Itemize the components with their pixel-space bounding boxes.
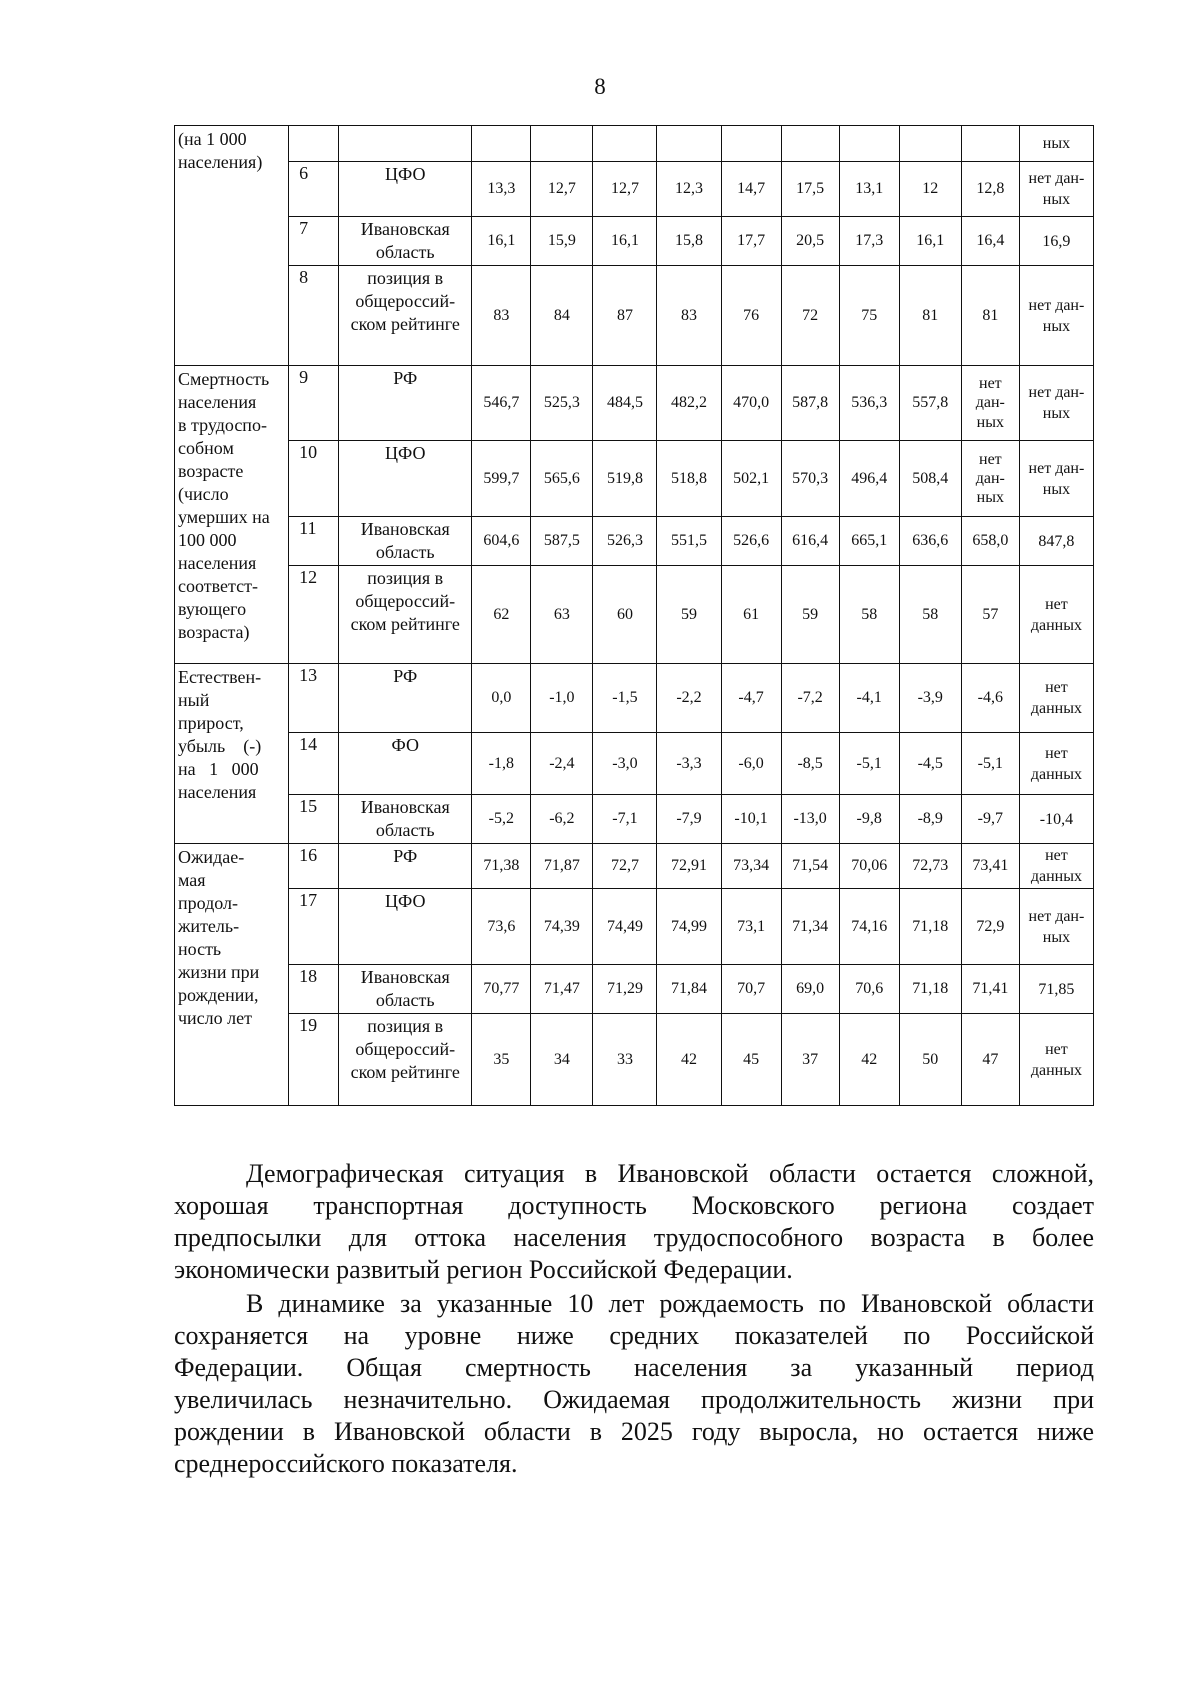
- indicator-line: прирост,: [178, 713, 244, 733]
- value-cell: 12,7: [531, 162, 593, 217]
- value-cell: 519,8: [593, 441, 657, 517]
- paragraph-line: хорошая транспортная доступность Московского региона создает: [174, 1191, 1094, 1220]
- indicator-line: житель-: [178, 916, 240, 936]
- value-cell: -1,8: [472, 733, 531, 795]
- value-cell: -5,1: [839, 733, 899, 795]
- last-value-cell: ных: [1019, 126, 1093, 162]
- last-value-cell: нет данных: [1019, 664, 1093, 733]
- value-cell: 502,1: [721, 441, 781, 517]
- value-cell: 50: [899, 1014, 961, 1106]
- value-cell: 72,73: [899, 844, 961, 889]
- indicator-line: рождении,: [178, 985, 259, 1005]
- value-cell: 45: [721, 1014, 781, 1106]
- value-cell: 526,3: [593, 517, 657, 566]
- table-row: [175, 162, 1094, 217]
- last-value-cell: нет данных: [1019, 844, 1093, 889]
- last-value-cell: -10,4: [1019, 795, 1093, 844]
- value-cell: 84: [531, 266, 593, 366]
- value-cell: 16,1: [899, 217, 961, 266]
- value-cell: -9,7: [961, 795, 1019, 844]
- row-number-cell: 13: [289, 664, 339, 733]
- value-cell: 71,47: [531, 965, 593, 1014]
- value-cell: -3,0: [593, 733, 657, 795]
- last-value-cell: 71,85: [1019, 965, 1093, 1014]
- indicator-line: возраста): [178, 622, 250, 642]
- row-number-cell: [289, 126, 339, 162]
- value-cell: -2,4: [531, 733, 593, 795]
- value-cell: [657, 126, 721, 162]
- value-cell: 72,9: [961, 889, 1019, 965]
- row-number-cell: 11: [289, 517, 339, 566]
- indicator-line: (число: [178, 484, 229, 504]
- value-cell: 12: [899, 162, 961, 217]
- territory-cell: Ивановская область: [339, 795, 472, 844]
- value-cell: 70,77: [472, 965, 531, 1014]
- value-cell: 17,7: [721, 217, 781, 266]
- value-cell: 58: [839, 566, 899, 664]
- indicator-line: на 1 000: [178, 759, 259, 779]
- value-cell: 70,6: [839, 965, 899, 1014]
- value-cell: 616,4: [781, 517, 839, 566]
- row-number-cell: 7: [289, 217, 339, 266]
- row-number-cell: 8: [289, 266, 339, 366]
- demographic-table: [174, 125, 1094, 1106]
- table-row: [175, 366, 1094, 441]
- indicator-line: жизни при: [178, 962, 260, 982]
- row-number-cell: 14: [289, 733, 339, 795]
- table-row: [175, 217, 1094, 266]
- row-number-cell: 15: [289, 795, 339, 844]
- indicator-cell: [175, 126, 289, 366]
- table-row: [175, 566, 1094, 664]
- value-cell: 33: [593, 1014, 657, 1106]
- value-cell: нет дан-ных: [961, 441, 1019, 517]
- indicator-line: ность: [178, 939, 222, 959]
- paragraph-line: увеличилась незначительно. Ожидаемая продолжительность жизни при: [174, 1385, 1094, 1414]
- value-cell: 34: [531, 1014, 593, 1106]
- page-number: 8: [594, 74, 606, 99]
- paragraph-line: Демографическая ситуация в Ивановской области остается сложной,: [246, 1159, 1094, 1188]
- row-number-cell: 12: [289, 566, 339, 664]
- territory-cell: ЦФО: [339, 162, 472, 217]
- value-cell: 71,18: [899, 889, 961, 965]
- value-cell: -4,5: [899, 733, 961, 795]
- value-cell: [839, 126, 899, 162]
- table-row: [175, 1014, 1094, 1106]
- value-cell: 536,3: [839, 366, 899, 441]
- row-number-cell: 9: [289, 366, 339, 441]
- indicator-line: в трудоспо-: [178, 415, 267, 435]
- value-cell: 42: [657, 1014, 721, 1106]
- value-cell: 74,39: [531, 889, 593, 965]
- value-cell: 71,54: [781, 844, 839, 889]
- value-cell: 35: [472, 1014, 531, 1106]
- row-number-cell: 16: [289, 844, 339, 889]
- value-cell: 20,5: [781, 217, 839, 266]
- last-value-cell: нет данных: [1019, 733, 1093, 795]
- value-cell: 17,3: [839, 217, 899, 266]
- value-cell: [593, 126, 657, 162]
- value-cell: 72,7: [593, 844, 657, 889]
- territory-cell: ФО: [339, 733, 472, 795]
- value-cell: 58: [899, 566, 961, 664]
- value-cell: 81: [899, 266, 961, 366]
- value-cell: 59: [781, 566, 839, 664]
- value-cell: 546,7: [472, 366, 531, 441]
- territory-cell: Ивановская область: [339, 965, 472, 1014]
- value-cell: -3,9: [899, 664, 961, 733]
- paragraph-line: Федерации. Общая смертность населения за указанный период: [174, 1353, 1094, 1382]
- value-cell: 482,2: [657, 366, 721, 441]
- value-cell: -10,1: [721, 795, 781, 844]
- value-cell: 75: [839, 266, 899, 366]
- territory-cell: ЦФО: [339, 889, 472, 965]
- value-cell: 71,18: [899, 965, 961, 1014]
- value-cell: 636,6: [899, 517, 961, 566]
- row-number-cell: 18: [289, 965, 339, 1014]
- paragraph-line: среднероссийского показателя.: [174, 1449, 518, 1478]
- last-value-cell: нет дан-ных: [1019, 441, 1093, 517]
- value-cell: 74,16: [839, 889, 899, 965]
- indicator-line: вующего: [178, 599, 247, 619]
- value-cell: 665,1: [839, 517, 899, 566]
- value-cell: 13,1: [839, 162, 899, 217]
- value-cell: -7,2: [781, 664, 839, 733]
- indicator-line: собном: [178, 438, 234, 458]
- value-cell: 484,5: [593, 366, 657, 441]
- value-cell: 71,38: [472, 844, 531, 889]
- table-row: [175, 517, 1094, 566]
- value-cell: -6,2: [531, 795, 593, 844]
- indicator-line: населения: [178, 782, 257, 802]
- indicator-line: населения): [178, 152, 263, 172]
- indicator-line: населения: [178, 553, 257, 573]
- value-cell: 12,7: [593, 162, 657, 217]
- value-cell: -3,3: [657, 733, 721, 795]
- indicator-line: Ожидае-: [178, 847, 245, 867]
- value-cell: -9,8: [839, 795, 899, 844]
- territory-cell: ЦФО: [339, 441, 472, 517]
- value-cell: 518,8: [657, 441, 721, 517]
- value-cell: 72,91: [657, 844, 721, 889]
- value-cell: [781, 126, 839, 162]
- value-cell: -7,1: [593, 795, 657, 844]
- value-cell: -8,5: [781, 733, 839, 795]
- value-cell: 525,3: [531, 366, 593, 441]
- value-cell: 63: [531, 566, 593, 664]
- table-row: [175, 889, 1094, 965]
- last-value-cell: нет дан-ных: [1019, 162, 1093, 217]
- value-cell: 604,6: [472, 517, 531, 566]
- value-cell: 14,7: [721, 162, 781, 217]
- row-number-cell: 6: [289, 162, 339, 217]
- value-cell: 526,6: [721, 517, 781, 566]
- last-value-cell: нет дан-ных: [1019, 889, 1093, 965]
- value-cell: 496,4: [839, 441, 899, 517]
- value-cell: 71,84: [657, 965, 721, 1014]
- value-cell: 0,0: [472, 664, 531, 733]
- indicator-line: соответст-: [178, 576, 258, 596]
- last-value-cell: нет дан-ных: [1019, 266, 1093, 366]
- value-cell: 42: [839, 1014, 899, 1106]
- value-cell: -4,7: [721, 664, 781, 733]
- paragraph-line: В динамике за указанные 10 лет рождаемость по Ивановской области: [246, 1289, 1094, 1318]
- territory-cell: Ивановская область: [339, 517, 472, 566]
- territory-cell: РФ: [339, 664, 472, 733]
- indicator-line: возрасте: [178, 461, 244, 481]
- value-cell: 72: [781, 266, 839, 366]
- value-cell: 74,99: [657, 889, 721, 965]
- value-cell: -6,0: [721, 733, 781, 795]
- territory-cell: позиция в общероссий-ском рейтинге: [339, 1014, 472, 1106]
- value-cell: 12,8: [961, 162, 1019, 217]
- value-cell: 71,41: [961, 965, 1019, 1014]
- indicator-line: населения: [178, 392, 257, 412]
- table-row: [175, 733, 1094, 795]
- value-cell: 17,5: [781, 162, 839, 217]
- indicator-line: число лет: [178, 1008, 252, 1028]
- value-cell: [721, 126, 781, 162]
- value-cell: 73,1: [721, 889, 781, 965]
- indicator-cell: [175, 844, 289, 1106]
- value-cell: 16,4: [961, 217, 1019, 266]
- value-cell: 557,8: [899, 366, 961, 441]
- territory-cell: РФ: [339, 844, 472, 889]
- paragraph-demographic-situation: [174, 1158, 1094, 1286]
- value-cell: 16,1: [472, 217, 531, 266]
- indicator-line: Естествен-: [178, 667, 262, 687]
- paragraph-line: рождении в Ивановской области в 2025 году выросла, но остается ниже: [174, 1417, 1094, 1446]
- paragraph-line: сохраняется на уровне ниже средних показателей по Российской: [174, 1321, 1094, 1350]
- value-cell: 15,9: [531, 217, 593, 266]
- territory-cell: позиция в общероссий-ском рейтинге: [339, 566, 472, 664]
- value-cell: 71,29: [593, 965, 657, 1014]
- row-number-cell: 17: [289, 889, 339, 965]
- value-cell: 83: [472, 266, 531, 366]
- last-value-cell: нет данных: [1019, 1014, 1093, 1106]
- table-row: [175, 795, 1094, 844]
- value-cell: 13,3: [472, 162, 531, 217]
- value-cell: -4,1: [839, 664, 899, 733]
- last-value-cell: нет дан-ных: [1019, 366, 1093, 441]
- last-value-cell: 847,8: [1019, 517, 1093, 566]
- table-row: [175, 266, 1094, 366]
- value-cell: 70,06: [839, 844, 899, 889]
- territory-cell: Ивановская область: [339, 217, 472, 266]
- indicator-cell: [175, 366, 289, 664]
- value-cell: -2,2: [657, 664, 721, 733]
- value-cell: 57: [961, 566, 1019, 664]
- indicator-line: ный: [178, 690, 210, 710]
- value-cell: -1,0: [531, 664, 593, 733]
- value-cell: 71,34: [781, 889, 839, 965]
- value-cell: 16,1: [593, 217, 657, 266]
- indicator-line: Смертность: [178, 369, 270, 389]
- value-cell: 658,0: [961, 517, 1019, 566]
- last-value-cell: 16,9: [1019, 217, 1093, 266]
- value-cell: 73,41: [961, 844, 1019, 889]
- last-value-cell: нет данных: [1019, 566, 1093, 664]
- indicator-line: продол-: [178, 893, 239, 913]
- value-cell: 59: [657, 566, 721, 664]
- value-cell: 37: [781, 1014, 839, 1106]
- value-cell: 551,5: [657, 517, 721, 566]
- paragraph-dynamics: [174, 1288, 1094, 1480]
- table-row: [175, 844, 1094, 889]
- value-cell: 73,34: [721, 844, 781, 889]
- value-cell: -4,6: [961, 664, 1019, 733]
- value-cell: 76: [721, 266, 781, 366]
- row-number-cell: 19: [289, 1014, 339, 1106]
- value-cell: 508,4: [899, 441, 961, 517]
- row-number-cell: 10: [289, 441, 339, 517]
- indicator-line: (на 1 000: [178, 129, 247, 149]
- value-cell: 587,5: [531, 517, 593, 566]
- table-row: [175, 441, 1094, 517]
- value-cell: 15,8: [657, 217, 721, 266]
- value-cell: нет дан-ных: [961, 366, 1019, 441]
- indicator-line: 100 000: [178, 530, 237, 550]
- value-cell: 599,7: [472, 441, 531, 517]
- value-cell: 74,49: [593, 889, 657, 965]
- value-cell: 565,6: [531, 441, 593, 517]
- value-cell: -13,0: [781, 795, 839, 844]
- value-cell: 73,6: [472, 889, 531, 965]
- value-cell: [961, 126, 1019, 162]
- value-cell: 60: [593, 566, 657, 664]
- value-cell: 587,8: [781, 366, 839, 441]
- value-cell: 81: [961, 266, 1019, 366]
- paragraph-line: предпосылки для оттока населения трудоспособного возраста в более: [174, 1223, 1094, 1252]
- value-cell: 83: [657, 266, 721, 366]
- value-cell: 69,0: [781, 965, 839, 1014]
- indicator-line: мая: [178, 870, 206, 890]
- value-cell: 47: [961, 1014, 1019, 1106]
- indicator-line: умерших на: [178, 507, 270, 527]
- value-cell: [899, 126, 961, 162]
- value-cell: [531, 126, 593, 162]
- value-cell: 62: [472, 566, 531, 664]
- indicator-cell: [175, 664, 289, 844]
- paragraph-line: экономически развитый регион Российской Федерации.: [174, 1255, 793, 1284]
- value-cell: 70,7: [721, 965, 781, 1014]
- value-cell: 71,87: [531, 844, 593, 889]
- value-cell: [472, 126, 531, 162]
- value-cell: -1,5: [593, 664, 657, 733]
- territory-cell: РФ: [339, 366, 472, 441]
- value-cell: -7,9: [657, 795, 721, 844]
- table-row: [175, 126, 1094, 162]
- value-cell: -5,2: [472, 795, 531, 844]
- value-cell: 470,0: [721, 366, 781, 441]
- value-cell: 12,3: [657, 162, 721, 217]
- value-cell: -5,1: [961, 733, 1019, 795]
- indicator-line: убыль (-): [178, 736, 262, 756]
- territory-cell: позиция в общероссий-ском рейтинге: [339, 266, 472, 366]
- value-cell: 570,3: [781, 441, 839, 517]
- value-cell: 61: [721, 566, 781, 664]
- table-row: [175, 965, 1094, 1014]
- value-cell: -8,9: [899, 795, 961, 844]
- territory-cell: [339, 126, 472, 162]
- value-cell: 87: [593, 266, 657, 366]
- table-row: [175, 664, 1094, 733]
